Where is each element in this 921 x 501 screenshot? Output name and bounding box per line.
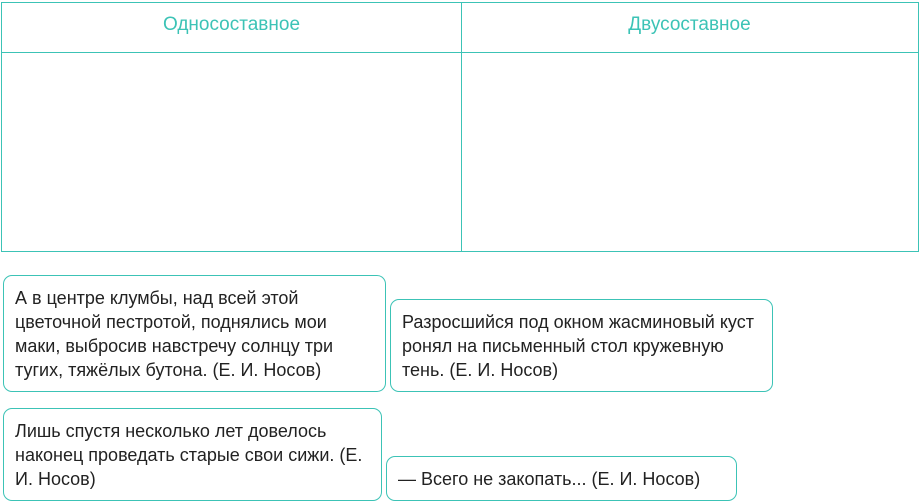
column-header-one-part: Односоставное [162, 14, 301, 35]
classification-table [1, 2, 919, 252]
column-header-two-part: Двусоставное [628, 14, 751, 35]
sentence-card[interactable] [3, 275, 386, 392]
sentence-card[interactable] [390, 299, 773, 392]
sentence-card[interactable] [386, 456, 737, 501]
sentence-card-text: Разросшийся под окном жасминовый куст ронял на письменный стол кружевную тень. (Е. И. Носов) [402, 312, 754, 380]
sentence-card-text: Лишь спустя несколько лет довелось наконец проведать старые свои сижи. (Е. И. Носов) [15, 421, 363, 489]
sentence-card-text: — Всего не закопать... (Е. И. Носов) [398, 469, 701, 489]
drop-zone-one-part[interactable] [2, 53, 461, 251]
drop-zone-two-part[interactable] [462, 53, 918, 251]
sentence-card-text: А в центре клумбы, над всей этой цветочной пестротой, поднялись мои маки, выбросив навстречу солнцу три тугих, тяжёлых бутона. (Е. И. Носов) [15, 288, 334, 380]
sentence-card[interactable] [3, 408, 382, 501]
